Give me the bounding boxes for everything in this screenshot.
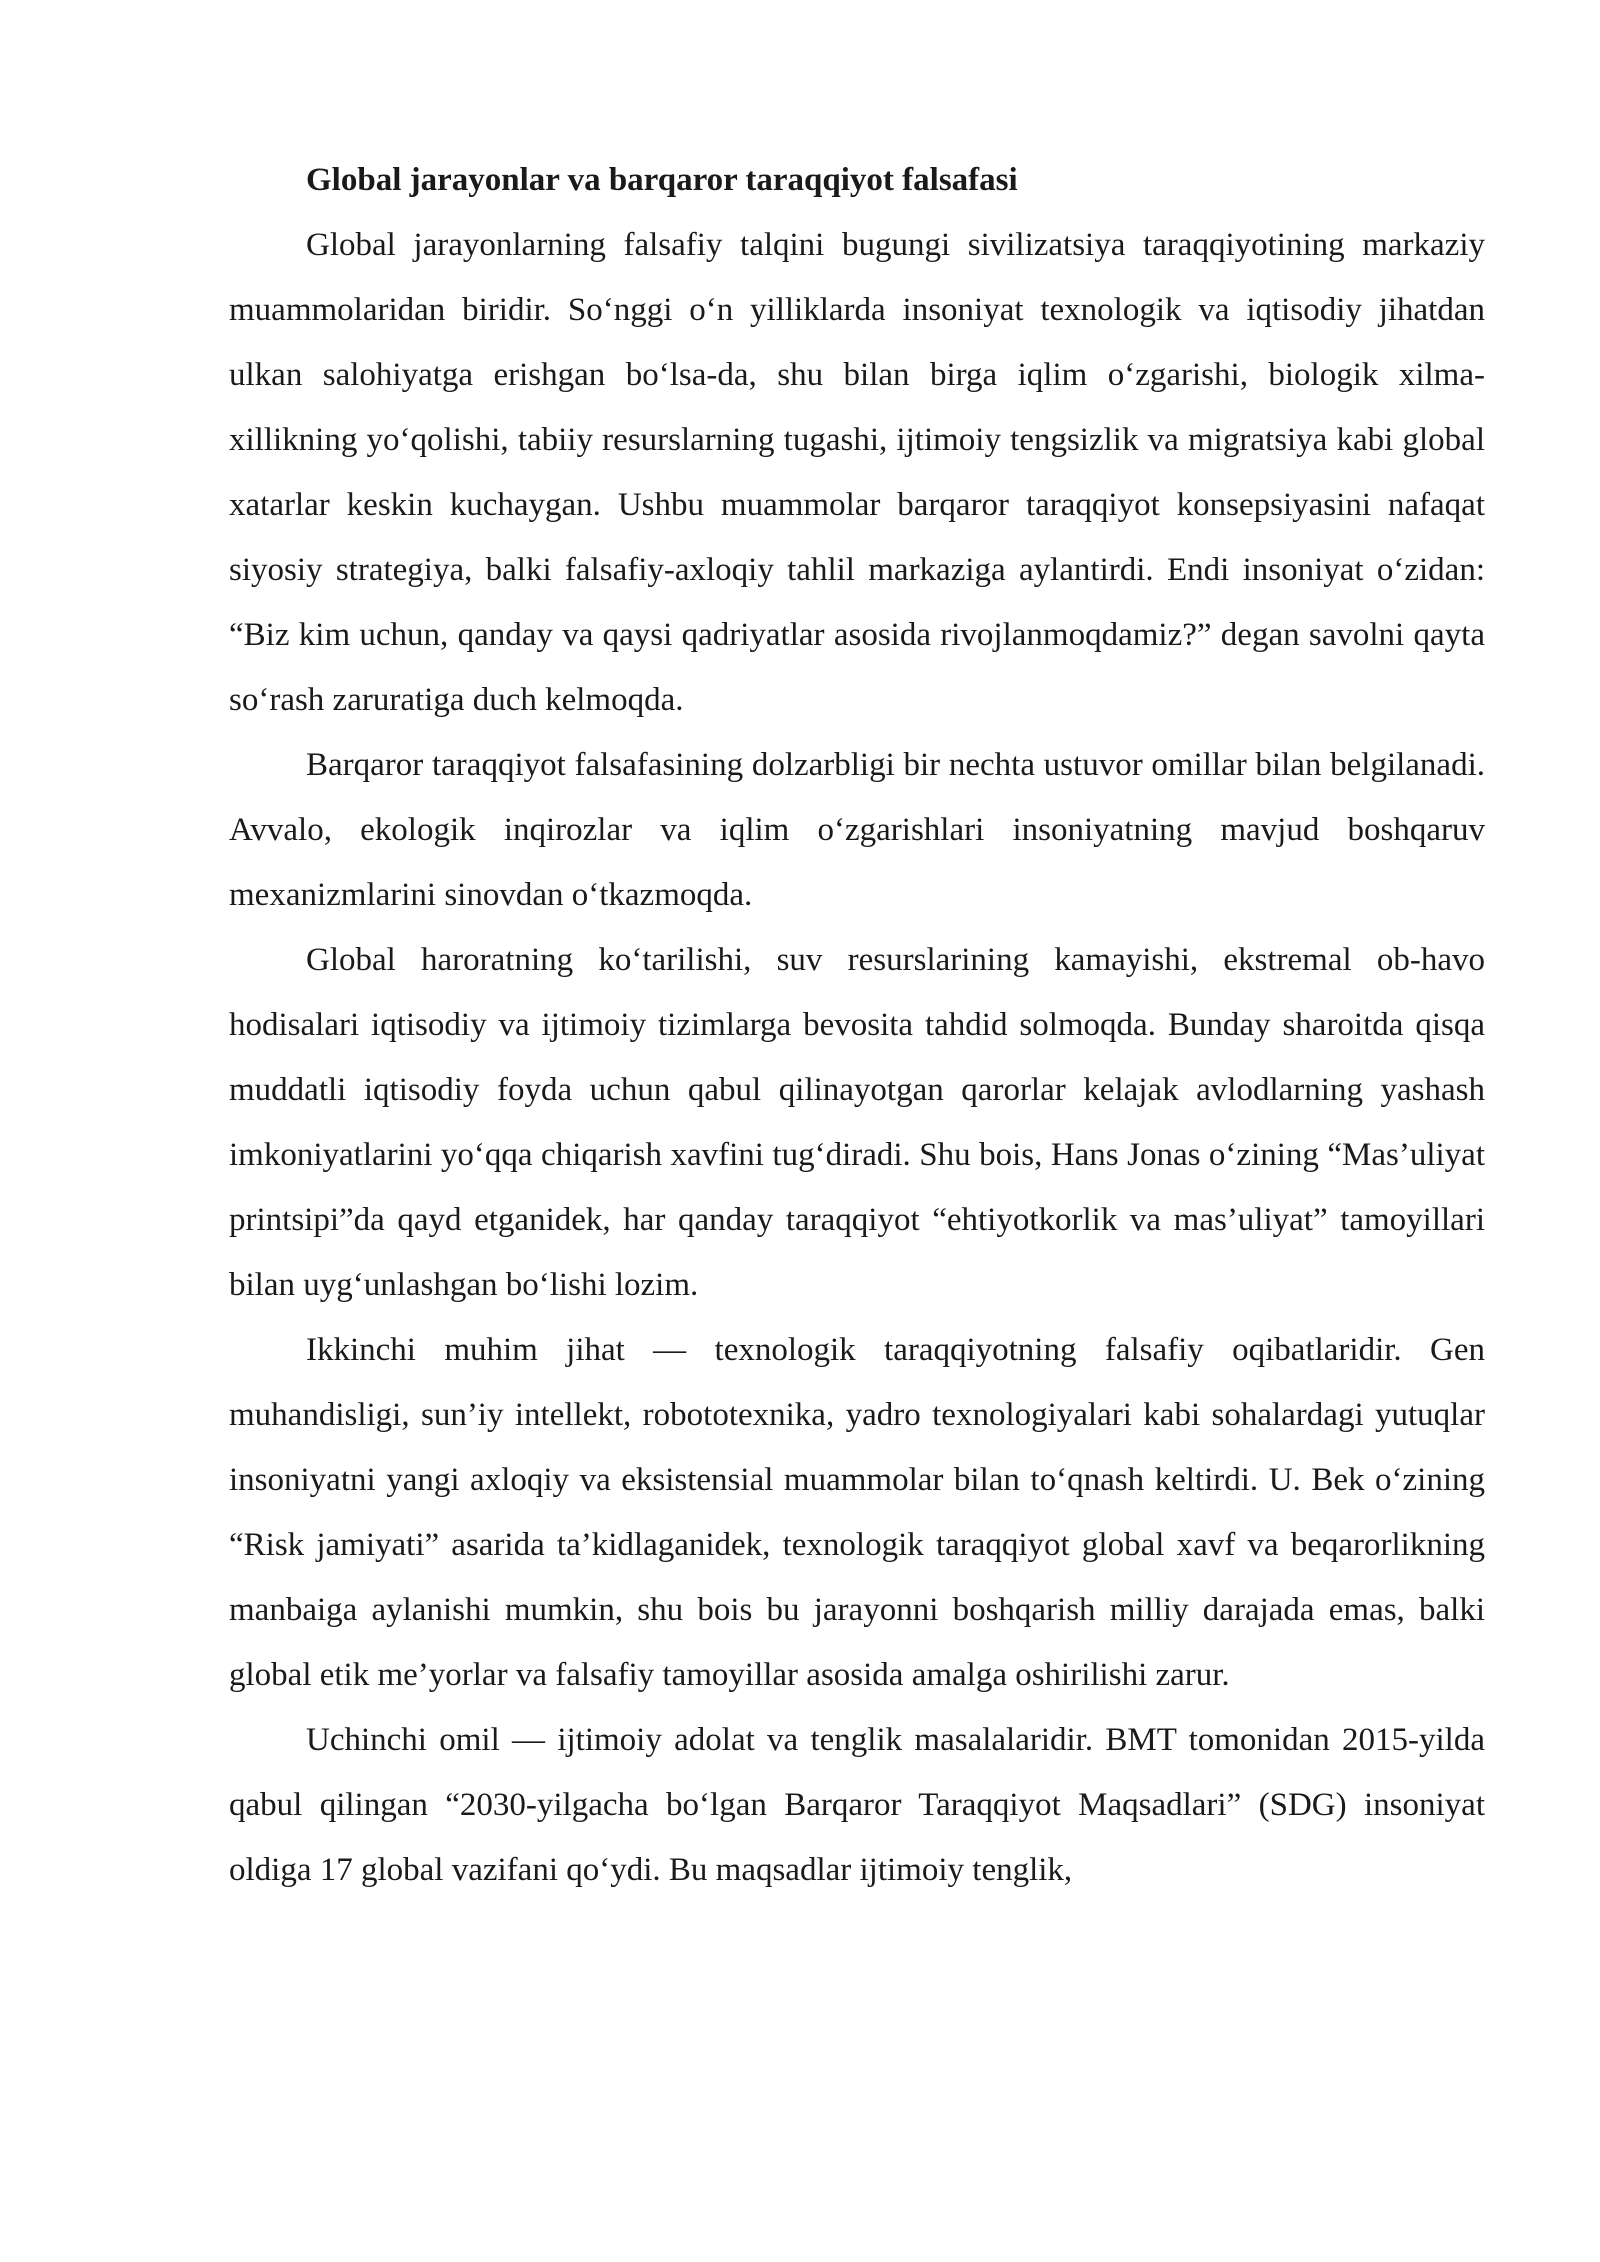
document-title: Global jarayonlar va barqaror taraqqiyot falsafasi [306, 162, 1018, 198]
paragraph-1: Global jarayonlarning falsafiy talqini bugungi sivilizatsiya taraqqiyotining markaziy muammolaridan biridir. So‘nggi o‘n yilliklarda insoniyat texnologik va iqtisodiy jihatdan ulkan salohiyatga erishgan bo‘lsa-da, shu bilan birga iqlim o‘zgarishi, biologik xilma-xillikning yo‘qolishi, tabiiy resurslarning tugashi, ijtimoiy tengsizlik va migratsiya kabi global xatarlar keskin kuchaygan. Ushbu muammolar barqaror taraqqiyot konsepsiyasini nafaqat siyosiy strategiya, balki falsafiy-axloqiy tahlil markaziga aylantirdi. Endi insoniyat o‘zidan: “Biz kim uchun, qanday va qaysi qadriyatlar asosida rivojlanmoqdamiz?” degan savolni qayta so‘rash zaruratiga duch kelmoqda. [229, 227, 1485, 718]
paragraph-5: Uchinchi omil — ijtimoiy adolat va tenglik masalalaridir. BMT tomonidan 2015-yilda qabul qilingan “2030-yilgacha bo‘lgan Barqaror Taraqqiyot Maqsadlari” (SDG) insoniyat oldiga 17 global vazifani qo‘ydi. Bu maqsadlar ijtimoiy tenglik, [229, 1722, 1485, 1888]
paragraph-3: Global haroratning ko‘tarilishi, suv resurslarining kamayishi, ekstremal ob-havo hodisalari iqtisodiy va ijtimoiy tizimlarga bevosita tahdid solmoqda. Bunday sharoitda qisqa muddatli iqtisodiy foyda uchun qabul qilinayotgan qarorlar kelajak avlodlarning yashash imkoniyatlarini yo‘qqa chiqarish xavfini tug‘diradi. Shu bois, Hans Jonas o‘zining “Mas’uliyat printsipi”da qayd etganidek, har qanday taraqqiyot “ehtiyotkorlik va mas’uliyat” tamoyillari bilan uyg‘unlashgan bo‘lishi lozim. [229, 942, 1485, 1303]
document-page [229, 148, 1485, 1903]
paragraph-2: Barqaror taraqqiyot falsafasining dolzarbligi bir nechta ustuvor omillar bilan belgilanadi. Avvalo, ekologik inqirozlar va iqlim o‘zgarishlari insoniyatning mavjud boshqaruv mexanizmlarini sinovdan o‘tkazmoqda. [229, 747, 1485, 913]
paragraph-4: Ikkinchi muhim jihat — texnologik taraqqiyotning falsafiy oqibatlaridir. Gen muhandisligi, sun’iy intellekt, robototexnika, yadro texnologiyalari kabi sohalardagi yutuqlar insoniyatni yangi axloqiy va eksistensial muammolar bilan to‘qnash keltirdi. U. Bek o‘zining “Risk jamiyati” asarida ta’kidlaganidek, texnologik taraqqiyot global xavf va beqarorlikning manbaiga aylanishi mumkin, shu bois bu jarayonni boshqarish milliy darajada emas, balki global etik me’yorlar va falsafiy tamoyillar asosida amalga oshirilishi zarur. [229, 1332, 1485, 1693]
